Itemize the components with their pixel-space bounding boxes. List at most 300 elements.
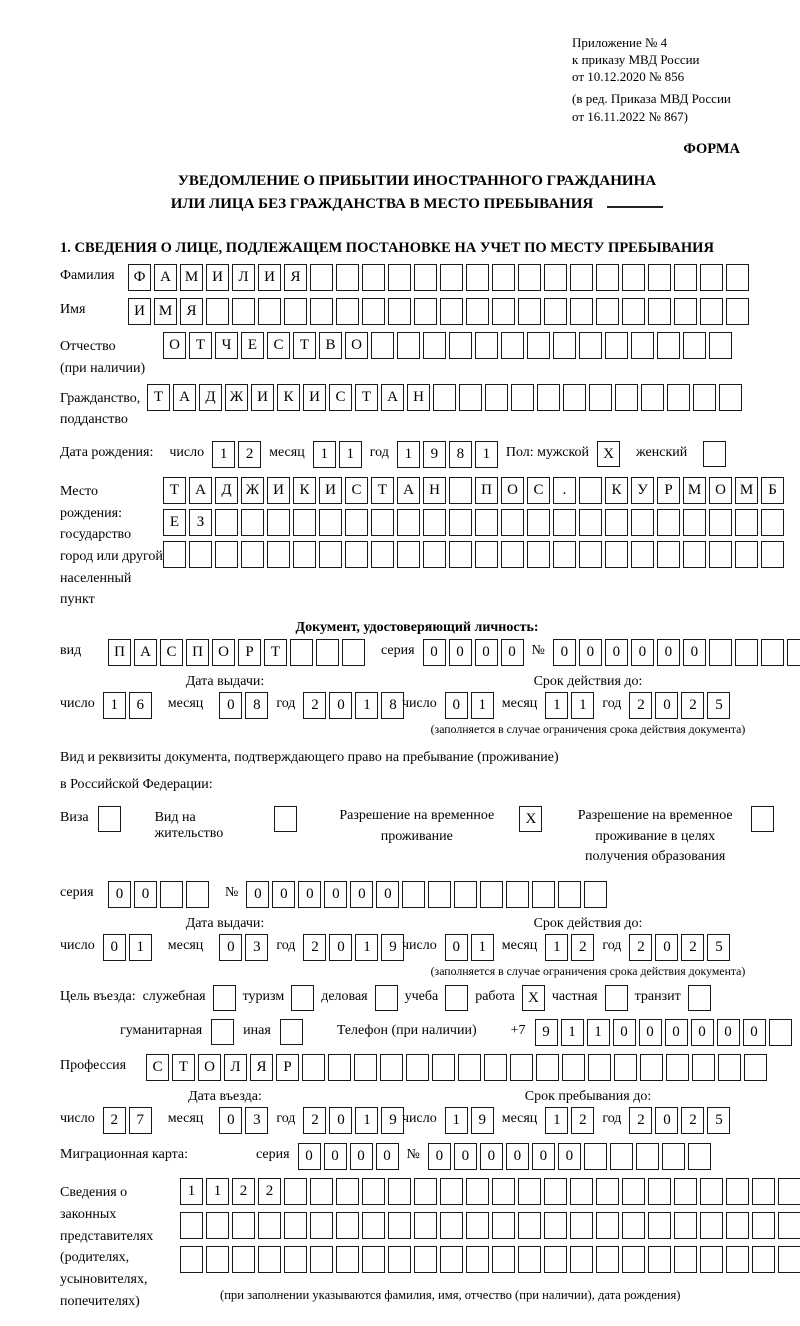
char-cell[interactable]: 2 [303,692,326,719]
char-cell[interactable]: 2 [258,1178,281,1205]
char-cell[interactable] [475,541,498,568]
char-cell[interactable]: 8 [381,692,404,719]
valid-month-input[interactable] [545,692,594,719]
char-cell[interactable] [354,1054,377,1081]
char-cell[interactable]: 0 [376,1143,399,1170]
char-cell[interactable] [631,332,654,359]
char-cell[interactable] [232,298,255,325]
char-cell[interactable]: 0 [272,881,295,908]
char-cell[interactable] [501,541,524,568]
char-cell[interactable]: М [683,477,706,504]
char-cell[interactable]: 0 [480,1143,503,1170]
char-cell[interactable] [579,332,602,359]
valid-year-input[interactable] [629,692,730,719]
char-cell[interactable] [449,509,472,536]
char-cell[interactable] [336,1246,359,1273]
char-cell[interactable] [667,384,690,411]
char-cell[interactable] [683,332,706,359]
char-cell[interactable] [631,541,654,568]
char-cell[interactable]: Р [238,639,261,666]
char-cell[interactable] [518,264,541,291]
char-cell[interactable] [449,332,472,359]
char-cell[interactable] [584,881,607,908]
char-cell[interactable]: И [258,264,281,291]
char-cell[interactable]: Н [423,477,446,504]
representatives-input-line-2[interactable] [180,1212,800,1239]
char-cell[interactable] [683,541,706,568]
char-cell[interactable]: И [303,384,326,411]
char-cell[interactable] [440,298,463,325]
char-cell[interactable]: Ж [225,384,248,411]
char-cell[interactable]: Т [371,477,394,504]
char-cell[interactable] [726,1212,749,1239]
char-cell[interactable] [414,1246,437,1273]
char-cell[interactable]: 2 [571,934,594,961]
char-cell[interactable]: П [475,477,498,504]
char-cell[interactable]: А [189,477,212,504]
patronymic-input[interactable] [163,332,732,359]
char-cell[interactable] [336,1212,359,1239]
char-cell[interactable] [180,1246,203,1273]
char-cell[interactable]: 1 [471,934,494,961]
char-cell[interactable]: В [319,332,342,359]
char-cell[interactable] [744,1054,767,1081]
char-cell[interactable]: О [345,332,368,359]
sex-female-checkbox[interactable] [703,441,726,467]
purpose-tourism-checkbox[interactable] [291,985,314,1011]
char-cell[interactable] [336,1178,359,1205]
char-cell[interactable]: 1 [355,934,378,961]
char-cell[interactable] [648,264,671,291]
char-cell[interactable]: М [735,477,758,504]
char-cell[interactable] [492,1178,515,1205]
char-cell[interactable] [605,541,628,568]
char-cell[interactable] [284,1246,307,1273]
char-cell[interactable]: Я [284,264,307,291]
residence-issue-day-input[interactable] [103,934,152,961]
char-cell[interactable] [319,541,342,568]
char-cell[interactable]: 0 [445,934,468,961]
char-cell[interactable] [700,1246,723,1273]
birth-year-input[interactable] [397,441,498,468]
doc-type-input[interactable] [108,639,365,666]
char-cell[interactable] [648,1212,671,1239]
char-cell[interactable] [688,1143,711,1170]
char-cell[interactable]: 1 [103,692,126,719]
char-cell[interactable] [596,1212,619,1239]
char-cell[interactable] [553,332,576,359]
char-cell[interactable] [570,1246,593,1273]
char-cell[interactable]: 0 [613,1019,636,1046]
char-cell[interactable]: 2 [303,1107,326,1134]
char-cell[interactable]: 0 [639,1019,662,1046]
char-cell[interactable] [449,541,472,568]
char-cell[interactable]: 2 [232,1178,255,1205]
char-cell[interactable]: 0 [454,1143,477,1170]
char-cell[interactable] [258,298,281,325]
char-cell[interactable] [319,509,342,536]
char-cell[interactable] [570,1178,593,1205]
char-cell[interactable]: С [267,332,290,359]
char-cell[interactable] [700,1178,723,1205]
char-cell[interactable]: 1 [212,441,235,468]
char-cell[interactable] [336,298,359,325]
char-cell[interactable] [388,1178,411,1205]
char-cell[interactable]: Я [250,1054,273,1081]
char-cell[interactable] [544,264,567,291]
char-cell[interactable] [657,332,680,359]
char-cell[interactable]: 6 [129,692,152,719]
residence-number-input[interactable] [246,881,607,908]
char-cell[interactable]: 5 [707,934,730,961]
char-cell[interactable] [484,1054,507,1081]
char-cell[interactable] [258,1246,281,1273]
char-cell[interactable] [544,1212,567,1239]
char-cell[interactable] [622,1246,645,1273]
char-cell[interactable]: 0 [665,1019,688,1046]
char-cell[interactable] [709,332,732,359]
char-cell[interactable] [371,541,394,568]
char-cell[interactable]: 0 [134,881,157,908]
char-cell[interactable]: 0 [423,639,446,666]
char-cell[interactable]: Т [293,332,316,359]
entry-day-input[interactable] [103,1107,152,1134]
char-cell[interactable] [735,639,758,666]
char-cell[interactable]: 0 [108,881,131,908]
char-cell[interactable]: 8 [449,441,472,468]
char-cell[interactable]: 0 [376,881,399,908]
char-cell[interactable]: 1 [313,441,336,468]
char-cell[interactable]: 0 [657,639,680,666]
char-cell[interactable] [397,509,420,536]
char-cell[interactable] [570,1212,593,1239]
char-cell[interactable] [458,1054,481,1081]
stay-day-input[interactable] [445,1107,494,1134]
char-cell[interactable] [160,881,183,908]
char-cell[interactable] [596,1178,619,1205]
char-cell[interactable] [726,1178,749,1205]
char-cell[interactable] [406,1054,429,1081]
char-cell[interactable]: 0 [655,934,678,961]
char-cell[interactable]: С [329,384,352,411]
birth-place-input-line-1[interactable] [163,477,784,504]
char-cell[interactable]: 0 [329,692,352,719]
char-cell[interactable] [657,541,680,568]
char-cell[interactable]: Д [199,384,222,411]
char-cell[interactable]: Р [276,1054,299,1081]
purpose-official-checkbox[interactable] [213,985,236,1011]
char-cell[interactable] [563,384,586,411]
char-cell[interactable]: Н [407,384,430,411]
char-cell[interactable]: 0 [717,1019,740,1046]
char-cell[interactable] [388,1246,411,1273]
char-cell[interactable]: 0 [298,1143,321,1170]
char-cell[interactable] [584,1143,607,1170]
char-cell[interactable] [700,298,723,325]
char-cell[interactable]: Е [163,509,186,536]
char-cell[interactable]: 0 [579,639,602,666]
char-cell[interactable] [388,264,411,291]
char-cell[interactable] [622,1212,645,1239]
char-cell[interactable] [189,541,212,568]
char-cell[interactable]: Ч [215,332,238,359]
char-cell[interactable] [588,1054,611,1081]
char-cell[interactable]: 1 [545,934,568,961]
residence-issue-month-input[interactable] [219,934,268,961]
char-cell[interactable]: 7 [129,1107,152,1134]
char-cell[interactable]: 0 [605,639,628,666]
char-cell[interactable] [570,298,593,325]
char-cell[interactable] [761,541,784,568]
char-cell[interactable] [440,264,463,291]
residence-series-input[interactable] [108,881,209,908]
char-cell[interactable]: А [154,264,177,291]
char-cell[interactable] [511,384,534,411]
char-cell[interactable]: 0 [743,1019,766,1046]
char-cell[interactable]: 1 [397,441,420,468]
char-cell[interactable] [648,1178,671,1205]
char-cell[interactable]: Л [224,1054,247,1081]
char-cell[interactable]: И [267,477,290,504]
char-cell[interactable]: П [108,639,131,666]
char-cell[interactable] [596,298,619,325]
char-cell[interactable] [778,1178,800,1205]
char-cell[interactable]: 2 [103,1107,126,1134]
char-cell[interactable]: 2 [629,1107,652,1134]
char-cell[interactable]: М [154,298,177,325]
char-cell[interactable] [206,298,229,325]
char-cell[interactable]: Т [264,639,287,666]
char-cell[interactable]: А [173,384,196,411]
char-cell[interactable] [328,1054,351,1081]
char-cell[interactable] [631,509,654,536]
char-cell[interactable]: Т [147,384,170,411]
char-cell[interactable] [518,1212,541,1239]
char-cell[interactable]: Л [232,264,255,291]
char-cell[interactable]: 5 [707,1107,730,1134]
purpose-study-checkbox[interactable] [445,985,468,1011]
char-cell[interactable]: Б [761,477,784,504]
char-cell[interactable] [440,1212,463,1239]
char-cell[interactable] [267,541,290,568]
char-cell[interactable] [466,1246,489,1273]
char-cell[interactable] [310,1212,333,1239]
char-cell[interactable]: 0 [475,639,498,666]
char-cell[interactable] [761,509,784,536]
char-cell[interactable] [440,1246,463,1273]
representatives-input-line-3[interactable] [180,1246,800,1273]
residence-permit-checkbox[interactable] [274,806,297,832]
entry-year-input[interactable] [303,1107,404,1134]
char-cell[interactable] [397,332,420,359]
char-cell[interactable] [492,264,515,291]
char-cell[interactable]: О [198,1054,221,1081]
char-cell[interactable]: М [180,264,203,291]
char-cell[interactable] [466,264,489,291]
char-cell[interactable]: 2 [629,934,652,961]
citizenship-input[interactable] [147,384,742,411]
char-cell[interactable]: С [146,1054,169,1081]
temp-residence-education-checkbox[interactable] [751,806,774,832]
char-cell[interactable] [752,1178,775,1205]
char-cell[interactable] [310,264,333,291]
char-cell[interactable] [674,1212,697,1239]
char-cell[interactable]: К [277,384,300,411]
char-cell[interactable]: И [319,477,342,504]
char-cell[interactable]: А [397,477,420,504]
char-cell[interactable]: 1 [355,692,378,719]
char-cell[interactable] [345,541,368,568]
issue-month-input[interactable] [219,692,268,719]
birth-day-input[interactable] [212,441,261,468]
entry-month-input[interactable] [219,1107,268,1134]
char-cell[interactable] [614,1054,637,1081]
char-cell[interactable] [544,1246,567,1273]
char-cell[interactable] [284,1178,307,1205]
char-cell[interactable] [459,384,482,411]
char-cell[interactable]: А [381,384,404,411]
char-cell[interactable]: 0 [329,1107,352,1134]
char-cell[interactable] [506,881,529,908]
char-cell[interactable] [553,509,576,536]
char-cell[interactable]: 1 [545,692,568,719]
char-cell[interactable]: 0 [506,1143,529,1170]
representatives-input-line-1[interactable] [180,1178,800,1205]
char-cell[interactable] [518,298,541,325]
profession-input[interactable] [146,1054,767,1081]
char-cell[interactable] [433,384,456,411]
char-cell[interactable] [388,1212,411,1239]
char-cell[interactable] [622,298,645,325]
char-cell[interactable] [636,1143,659,1170]
char-cell[interactable]: И [206,264,229,291]
char-cell[interactable] [666,1054,689,1081]
char-cell[interactable]: 0 [219,692,242,719]
char-cell[interactable] [232,1246,255,1273]
char-cell[interactable] [180,1212,203,1239]
char-cell[interactable] [206,1246,229,1273]
char-cell[interactable] [241,509,264,536]
char-cell[interactable] [648,1246,671,1273]
char-cell[interactable]: Т [172,1054,195,1081]
char-cell[interactable]: 1 [471,692,494,719]
char-cell[interactable]: 0 [683,639,706,666]
birth-month-input[interactable] [313,441,362,468]
char-cell[interactable]: 0 [298,881,321,908]
purpose-transit-checkbox[interactable] [688,985,711,1011]
char-cell[interactable] [726,298,749,325]
char-cell[interactable] [186,881,209,908]
char-cell[interactable] [622,264,645,291]
migration-series-input[interactable] [298,1143,399,1170]
char-cell[interactable] [579,477,602,504]
char-cell[interactable] [579,509,602,536]
char-cell[interactable]: 1 [206,1178,229,1205]
char-cell[interactable] [683,509,706,536]
char-cell[interactable] [605,332,628,359]
char-cell[interactable] [310,298,333,325]
char-cell[interactable]: 1 [587,1019,610,1046]
char-cell[interactable]: 2 [238,441,261,468]
char-cell[interactable] [558,881,581,908]
char-cell[interactable]: 0 [691,1019,714,1046]
char-cell[interactable] [648,298,671,325]
purpose-humanitarian-checkbox[interactable] [211,1019,234,1045]
char-cell[interactable]: 0 [329,934,352,961]
char-cell[interactable] [657,509,680,536]
char-cell[interactable] [693,384,716,411]
issue-day-input[interactable] [103,692,152,719]
char-cell[interactable]: С [345,477,368,504]
char-cell[interactable]: 2 [571,1107,594,1134]
char-cell[interactable] [596,264,619,291]
char-cell[interactable] [475,332,498,359]
char-cell[interactable] [735,509,758,536]
char-cell[interactable]: 0 [445,692,468,719]
char-cell[interactable] [342,639,365,666]
char-cell[interactable] [544,1178,567,1205]
char-cell[interactable]: О [709,477,732,504]
char-cell[interactable] [532,881,555,908]
char-cell[interactable] [397,541,420,568]
birth-place-input-line-2[interactable] [163,509,784,536]
char-cell[interactable] [267,509,290,536]
char-cell[interactable] [719,384,742,411]
char-cell[interactable]: 0 [103,934,126,961]
char-cell[interactable] [414,264,437,291]
char-cell[interactable] [700,1212,723,1239]
char-cell[interactable] [284,298,307,325]
char-cell[interactable]: 1 [180,1178,203,1205]
char-cell[interactable]: А [134,639,157,666]
char-cell[interactable] [423,541,446,568]
char-cell[interactable] [674,1178,697,1205]
valid-day-input[interactable] [445,692,494,719]
char-cell[interactable] [428,881,451,908]
char-cell[interactable] [579,541,602,568]
char-cell[interactable] [610,1143,633,1170]
char-cell[interactable]: С [527,477,550,504]
char-cell[interactable] [310,1178,333,1205]
char-cell[interactable] [492,1246,515,1273]
purpose-work-checkbox[interactable]: X [522,985,545,1011]
char-cell[interactable] [596,1246,619,1273]
char-cell[interactable] [290,639,313,666]
char-cell[interactable]: 0 [631,639,654,666]
char-cell[interactable] [570,264,593,291]
char-cell[interactable]: И [128,298,151,325]
sex-male-checkbox[interactable]: X [597,441,620,467]
char-cell[interactable]: Т [355,384,378,411]
char-cell[interactable] [454,881,477,908]
char-cell[interactable] [510,1054,533,1081]
char-cell[interactable] [778,1246,800,1273]
char-cell[interactable] [553,541,576,568]
char-cell[interactable] [302,1054,325,1081]
char-cell[interactable] [527,332,550,359]
char-cell[interactable]: 1 [561,1019,584,1046]
char-cell[interactable]: 0 [324,1143,347,1170]
char-cell[interactable] [726,1246,749,1273]
char-cell[interactable]: О [501,477,524,504]
char-cell[interactable] [761,639,784,666]
char-cell[interactable] [674,298,697,325]
char-cell[interactable]: 0 [219,934,242,961]
char-cell[interactable] [371,509,394,536]
char-cell[interactable] [414,1212,437,1239]
char-cell[interactable] [709,541,732,568]
char-cell[interactable] [501,332,524,359]
